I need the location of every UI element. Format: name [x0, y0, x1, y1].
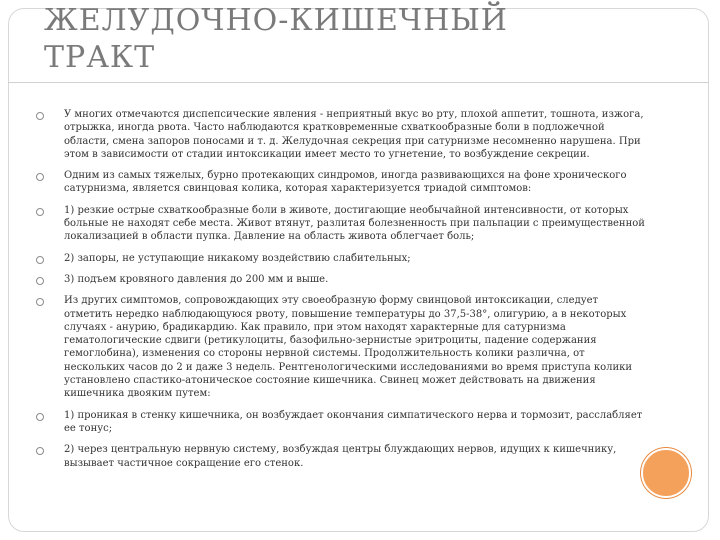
- list-item: [36, 443, 646, 470]
- circle-bullet-icon: [36, 298, 44, 306]
- bullet-text: Из других симптомов, сопровождающих эту своеобразную форму свинцовой интоксикации, следует отметить нередко наблюдающуюся рвоту, повышение температуры до 37,5-38°, олигурию, а в некоторых случаях - анурию, брадикардию. Как правило, при этом находят характерные для сатурнизма гематологические сдвиги (ретикулоциты, базофильно-зернистые эритроциты, падение содержания гемоглобина), изменения со стороны нервной системы. Продолжительность колики различна, от нескольких часов до 2 и даже 3 недель. Рентгенологическими исследованиями во время приступа колики установлено спастико-атоническое состояние кишечника. Свинец может действовать на движения кишечника двояким путем:: [64, 295, 633, 400]
- list-item: [36, 409, 646, 436]
- bullet-text: У многих отмечаются диспепсические явления - неприятный вкус во рту, плохой аппетит, тошнота, изжога, отрыжка, иногда рвота. Часто наблюдаются кратковременные схваткообразные боли в подложечной области, смена запоров поносами и т. д. Желудочная секреция при сатурнизме несомненно нарушена. При этом в зависимости от стадии интоксикации имеет место то угнетение, то возбуждение секреции.: [64, 109, 644, 160]
- list-item: [36, 204, 646, 244]
- circle-bullet-icon: [36, 277, 44, 285]
- circle-bullet-icon: [36, 256, 44, 264]
- slide-title: ЖЕЛУДОЧНО-КИШЕЧНЫЙ ТРАКТ: [44, 3, 508, 75]
- bullet-list: [36, 108, 646, 478]
- bullet-text: 1) проникая в стенку кишечника, он возбуждает окончания симпатического нерва и тормозит, расслабляет ее тонус;: [64, 409, 643, 434]
- title-divider: [8, 82, 709, 83]
- bullet-text: Одним из самых тяжелых, бурно протекающих синдромов, иногда развивающихся на фоне хронического сатурнизма, является свинцовая колика, которая характеризуется триадой симптомов:: [64, 170, 627, 195]
- list-item: [36, 252, 646, 265]
- list-item: [36, 294, 646, 400]
- list-item: [36, 108, 646, 161]
- list-item: [36, 273, 646, 286]
- circle-bullet-icon: [36, 112, 44, 120]
- circle-bullet-icon: [36, 173, 44, 181]
- bullet-text: 2) запоры, не уступающие никакому воздействию слабительных;: [64, 252, 411, 264]
- circle-bullet-icon: [36, 413, 44, 421]
- list-item: [36, 169, 646, 196]
- circle-bullet-icon: [36, 447, 44, 455]
- bullet-text: 3) подъем кровяного давления до 200 мм и выше.: [64, 273, 329, 285]
- circle-bullet-icon: [36, 208, 44, 216]
- accent-circle-decoration: [641, 448, 691, 498]
- bullet-text: 1) резкие острые схваткообразные боли в животе, достигающие необычайной интенсивности, от которых больные не находят себе места. Живот втянут, разлитая болезненность при пальпации с преимущественной локализацией в области пупка. Давление на область живота облегчает боль;: [64, 204, 645, 243]
- bullet-text: 2) через центральную нервную систему, возбуждая центры блуждающих нервов, идущих к кишечнику, вызывает частичное сокращение его стенок.: [64, 444, 617, 469]
